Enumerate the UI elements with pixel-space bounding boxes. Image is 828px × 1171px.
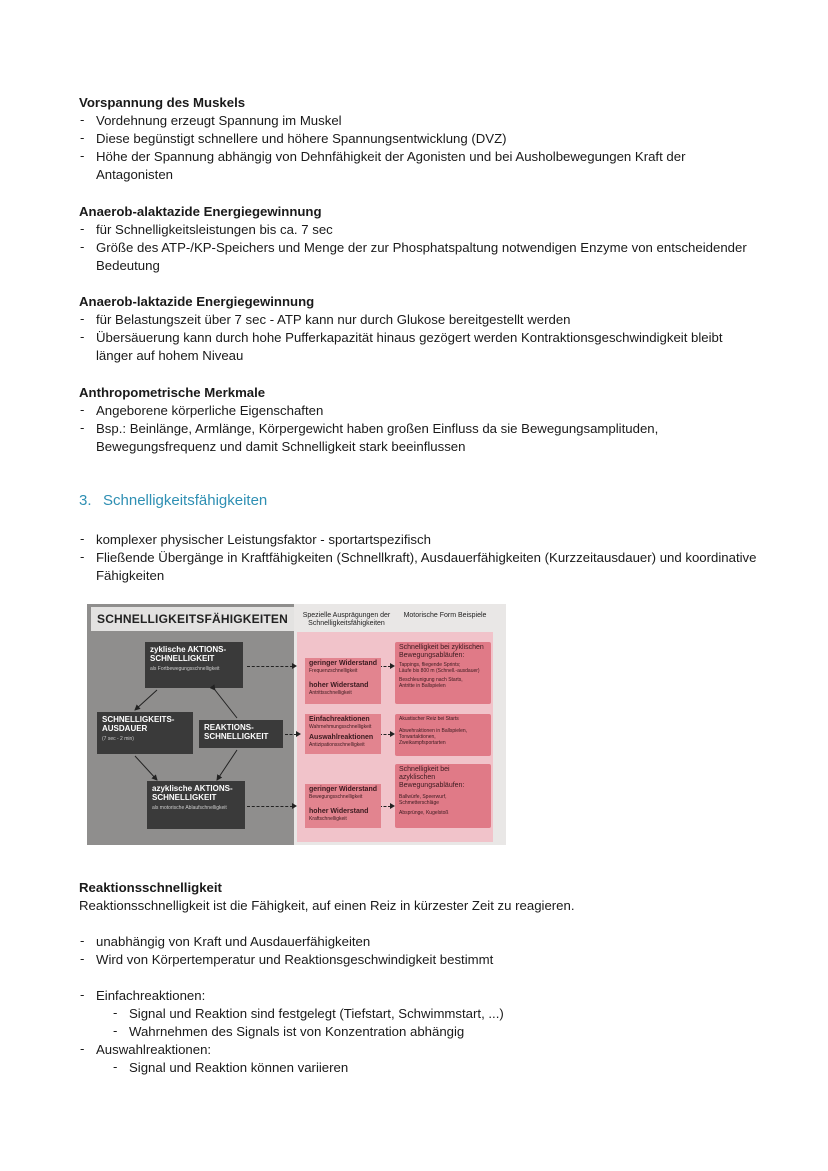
list-alaktazid (79, 221, 759, 275)
heading-alaktazid: Anaerob-alaktazide Energiegewinnung (79, 204, 322, 219)
section-heading (79, 492, 267, 509)
diagram-column-header-1: Spezielle Ausprägungen der Schnelligkeitsfähigkeiten (302, 612, 391, 627)
connector-line (217, 750, 237, 780)
schnelligkeit-diagram (87, 604, 506, 845)
diagram-title: SCHNELLIGKEITSFÄHIGKEITEN (91, 607, 294, 631)
list-item-einfachreaktionen (79, 987, 759, 1041)
box-example: Beschleunigung nach Starts, (399, 677, 463, 683)
arrow-zyk-to-p1 (247, 666, 293, 667)
list-vorspannung (79, 112, 759, 184)
box-subtitle: als Fortbewegungsschnelligkeit (150, 666, 220, 672)
box-label: geringer Widerstand (309, 786, 378, 793)
box-text: Akustischer Reiz bei Starts (399, 716, 459, 722)
box-example: Ballwürfe, Speerwurf, (399, 794, 447, 800)
section-title-text: Schnelligkeitsfähigkeiten (103, 492, 268, 509)
box-text: Schnelligkeit bei azyklischen Bewegungsabläufen: (399, 766, 465, 789)
diagram-column-header-2: Motorische Form Beispiele (403, 612, 487, 619)
list-reaktion-eigenschaften (79, 933, 759, 969)
box-title: zyklische AKTIONS- SCHNELLIGKEIT (150, 645, 227, 663)
arrow-azyk-to-p3 (247, 806, 293, 807)
box-subtitle: (7 sec - 2 min) (102, 736, 134, 742)
list-item: - für Schnelligkeitsleistungen bis ca. 7 sec (79, 221, 759, 239)
list-item: - komplexer physischer Leistungsfaktor - sportartspezifisch (79, 531, 759, 549)
box-example: Antritte in Ballspielen (399, 683, 446, 689)
sublist-item: - Signal und Reaktion sind festgelegt (Tiefstart, Schwimmstart, ...) (112, 1005, 759, 1023)
list-item: - Vordehnung erzeugt Spannung im Muskel (79, 112, 759, 130)
list-item: - Größe des ATP-/KP-Speichers und Menge der zur Phosphatspaltung notwendigen Enzyme von entscheidender Bedeutung (79, 239, 759, 275)
list-anthropometrie (79, 402, 759, 456)
box-title: SCHNELLIGKEITS- AUSDAUER (102, 715, 175, 733)
box-example: Läufe bis 800 m (Schnell.-ausdauer) (399, 668, 480, 674)
heading-reaktionsschnelligkeit: Reaktionsschnelligkeit (79, 880, 222, 895)
box-reaktionen (305, 714, 381, 754)
list-item-auswahlreaktionen (79, 1041, 759, 1077)
list-item: - Angeborene körperliche Eigenschaften (79, 402, 759, 420)
connector-line (135, 756, 157, 780)
sublist-auswahlreaktionen (112, 1059, 759, 1077)
box-example: Tappings, fliegende Sprints; (399, 662, 461, 668)
list-item: - Diese begünstigt schnellere und höhere Spannungsentwicklung (DVZ) (79, 130, 759, 148)
sublist-einfachreaktionen (112, 1005, 759, 1041)
arrow-reak-to-p2 (285, 734, 297, 735)
box-beispiele-azyklisch (395, 764, 491, 828)
section-laktazid (79, 293, 759, 365)
box-text: Schnelligkeit bei zyklischen Bewegungsabläufen: (399, 644, 484, 659)
list-item: - Bsp.: Beinlänge, Armlänge, Körpergewicht haben großen Einfluss da sie Bewegungsamplituden, Bewegungsfrequenz und damit Schnelligkeit stark beeinflussen (79, 420, 759, 456)
box-beispiele-zyklisch (395, 642, 491, 704)
list-schnelligkeit (79, 531, 759, 585)
heading-anthropometrie: Anthropometrische Merkmale (79, 385, 266, 400)
box-label: hoher Widerstand (309, 808, 369, 815)
heading-laktazid: Anaerob-laktazide Energiegewinnung (79, 294, 315, 309)
box-label: Auswahlreaktionen (309, 734, 374, 741)
list-item: - Fließende Übergänge in Kraftfähigkeiten (Schnellkraft), Ausdauerfähigkeiten (Kurzzeitausdauer) und koordinative Fähigkeiten (79, 549, 759, 585)
section-reaktionsschnelligkeit (79, 879, 759, 915)
diagram-connectors (87, 604, 294, 845)
box-sublabel: Kraftschnelligkeit (309, 816, 347, 822)
box-subtitle: als motorische Ablaufschnelligkeit (152, 805, 227, 811)
list-eigenschaften (79, 933, 759, 969)
sublist-item: - Wahrnehmen des Signals ist von Konzentration abhängig (112, 1023, 759, 1041)
box-title: REAKTIONS- SCHNELLIGKEIT (204, 723, 269, 741)
section-alaktazid (79, 203, 759, 275)
section-number: 3. (79, 492, 92, 509)
box-title: azyklische AKTIONS- SCHNELLIGKEIT (152, 784, 233, 802)
section-anthropometrie (79, 384, 759, 456)
sublist-item: - Signal und Reaktion können variieren (112, 1059, 759, 1077)
list-item: - Übersäuerung kann durch hohe Pufferkapazität hinaus gezögert werden Kontraktionsgeschwindigkeit bleibt länger auf hohem Niveau (79, 329, 759, 365)
box-example: Torwartaktionen, (399, 734, 436, 740)
list-reaktionsarten (79, 987, 759, 1077)
list-item: - Höhe der Spannung abhängig von Dehnfähigkeit der Agonisten und bei Ausholbewegungen Kraft der Antagonisten (79, 148, 759, 184)
box-label: Einfachreaktionen (309, 716, 370, 723)
section-schnelligkeit-intro (79, 531, 759, 585)
connector-line (215, 690, 237, 718)
box-label: hoher Widerstand (309, 682, 369, 689)
list-label: Einfachreaktionen: (96, 988, 206, 1003)
box-label: geringer Widerstand (309, 660, 378, 667)
box-sublabel: Antrittsschnelligkeit (309, 690, 352, 696)
box-example: Absprünge, Kugelstoß (399, 810, 449, 816)
box-beispiele-reaktion (395, 714, 491, 756)
box-example: Schmetterschläge (399, 800, 440, 806)
box-widerstand-zyklisch (305, 658, 381, 704)
heading-vorspannung: Vorspannung des Muskels (79, 95, 246, 110)
section-vorspannung (79, 94, 759, 184)
box-example: Zweikampfsportarten (399, 740, 446, 746)
box-sublabel: Wahrnehmungsschnelligkeit (309, 724, 372, 730)
box-sublabel: Antizipationsschnelligkeit (309, 742, 365, 748)
list-item: - Wird von Körpertemperatur und Reaktionsgeschwindigkeit bestimmt (79, 951, 759, 969)
box-example: Abwehraktionen in Ballspielen, (399, 728, 468, 734)
box-sublabel: Frequenzschnelligkeit (309, 668, 358, 674)
list-arten (79, 987, 759, 1077)
list-item: - unabhängig von Kraft und Ausdauerfähigkeiten (79, 933, 759, 951)
definition-text: Reaktionsschnelligkeit ist die Fähigkeit, auf einen Reiz in kürzester Zeit zu reagieren. (79, 898, 575, 913)
box-sublabel: Bewegungsschnelligkeit (309, 794, 363, 800)
list-item: - für Belastungszeit über 7 sec - ATP kann nur durch Glukose bereitgestellt werden (79, 311, 759, 329)
list-label: Auswahlreaktionen: (96, 1042, 212, 1057)
box-widerstand-azyklisch (305, 784, 381, 828)
connector-line (135, 690, 157, 710)
list-laktazid (79, 311, 759, 365)
